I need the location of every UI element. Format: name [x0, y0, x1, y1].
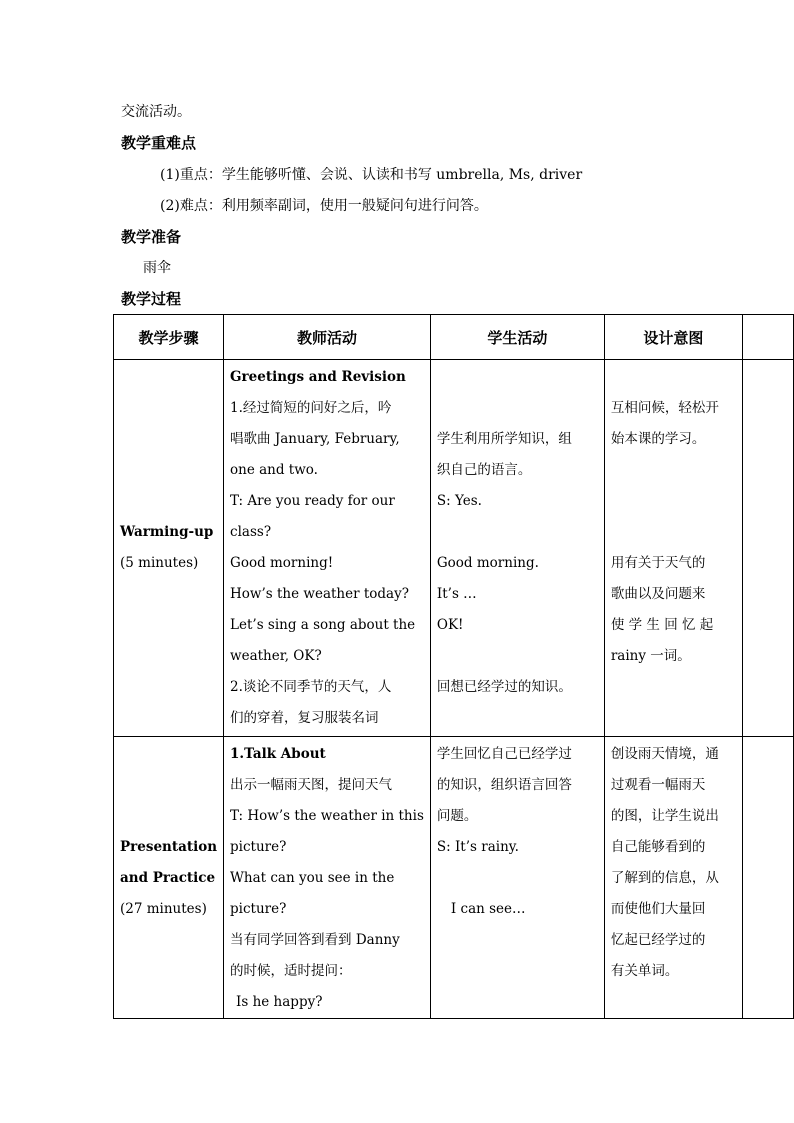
student-line: 问题。	[436, 808, 478, 824]
design-line: 了解到的信息，从	[610, 870, 719, 886]
teacher-line: picture?	[230, 839, 287, 855]
prep-item: 雨伞	[143, 260, 171, 276]
step-line	[120, 801, 217, 832]
student-line: S: Yes.	[436, 493, 482, 509]
design-line	[611, 455, 736, 486]
design-line: 创设雨天情境，通	[610, 746, 719, 762]
design-cell	[604, 360, 742, 737]
student-line: 织自己的语言。	[436, 462, 532, 478]
table-row-presentation	[114, 737, 794, 1019]
teacher-line: How’s the weather today?	[230, 586, 409, 602]
step-line	[120, 739, 217, 770]
design-line: 使 学 生 回 忆 起	[610, 617, 714, 633]
student-line: I can see…	[450, 901, 526, 917]
teacher-line: weather, OK?	[230, 648, 322, 664]
step-cell	[114, 737, 224, 1019]
teacher-line: 2.谈论不同季节的天气，人	[230, 679, 392, 695]
extra-cell	[742, 737, 793, 1019]
teacher-line: 唱歌曲 January, February,	[230, 431, 400, 447]
student-line: It’s …	[436, 586, 477, 602]
design-line: 自己能够看到的	[610, 839, 706, 855]
step-title: and Practice	[120, 870, 216, 886]
table-row-warming-up	[114, 360, 794, 737]
teacher-cell	[224, 360, 431, 737]
step-title: Presentation	[120, 839, 218, 855]
teacher-line: one and two.	[230, 462, 318, 478]
key-points-heading: 教学重难点	[121, 134, 197, 152]
process-heading: 教学过程	[121, 290, 182, 308]
student-line: 学生利用所学知识，组	[436, 431, 572, 447]
student-line: 回想已经学过的知识。	[436, 679, 572, 695]
design-line: 始本课的学习。	[610, 431, 706, 447]
teacher-line: 1.Talk About	[230, 746, 326, 762]
design-line	[611, 362, 736, 393]
header-step: 教学步骤	[114, 315, 224, 360]
design-line: 的图，让学生说出	[610, 808, 719, 824]
step-duration: (5 minutes)	[120, 555, 199, 571]
teacher-line: Greetings and Revision	[230, 369, 406, 385]
student-line: 学生回忆自己已经学过	[436, 746, 572, 762]
student-line	[437, 641, 598, 672]
teacher-line: Let’s sing a song about the	[230, 617, 416, 633]
header-extra	[742, 315, 793, 360]
design-line: 过观看一幅雨天	[610, 777, 706, 793]
step-line	[120, 486, 217, 517]
teacher-line: 出示一幅雨天图，提问天气	[230, 777, 393, 793]
design-line: 用有关于天气的	[610, 555, 706, 571]
teacher-line: class?	[230, 524, 272, 540]
key-point-1: (1)重点：学生能够听懂、会说、认读和书写 umbrella, Ms, driver	[160, 167, 583, 183]
header-design: 设计意图	[604, 315, 742, 360]
student-line: S: It’s rainy.	[436, 839, 519, 855]
student-cell	[430, 737, 604, 1019]
design-cell	[604, 737, 742, 1019]
teacher-line: 的时候，适时提问：	[230, 963, 352, 979]
step-line	[120, 362, 217, 393]
student-line	[437, 362, 598, 393]
teacher-line: What can you see in the	[230, 870, 395, 886]
student-line	[437, 863, 598, 894]
teacher-line: 1.经过简短的问好之后，吟	[230, 400, 392, 416]
teacher-line: T: Are you ready for our	[230, 493, 395, 509]
design-line	[611, 517, 736, 548]
student-line: OK!	[436, 617, 464, 633]
key-point-2: (2)难点：利用频率副词，使用一般疑问句进行问答。	[160, 198, 488, 214]
student-cell	[430, 360, 604, 737]
student-line	[437, 517, 598, 548]
extra-cell	[742, 360, 793, 737]
design-line: 歌曲以及问题来	[610, 586, 706, 602]
teacher-line: Good morning!	[230, 555, 334, 571]
design-line: 而使他们大量回	[610, 901, 706, 917]
teacher-cell	[224, 737, 431, 1019]
step-title: Warming-up	[120, 524, 214, 540]
teacher-line: Is he happy?	[236, 994, 323, 1010]
student-line	[437, 393, 598, 424]
teacher-line: 当有同学回答到看到 Danny	[230, 932, 400, 948]
table-header-row	[114, 315, 794, 360]
teacher-line: picture?	[230, 901, 287, 917]
lesson-process-table	[113, 314, 794, 1019]
design-line: 忆起已经学过的	[610, 932, 706, 948]
design-line: rainy 一词。	[610, 648, 691, 664]
teacher-line: 们的穿着，复习服装名词	[230, 710, 379, 726]
header-student: 学生活动	[430, 315, 604, 360]
design-line: 互相问候，轻松开	[610, 400, 719, 416]
student-line: 的知识，组织语言回答	[436, 777, 572, 793]
step-line	[120, 455, 217, 486]
step-line	[120, 424, 217, 455]
step-line	[120, 393, 217, 424]
prep-heading: 教学准备	[121, 228, 182, 246]
design-line	[611, 486, 736, 517]
step-cell	[114, 360, 224, 737]
design-line: 有关单词。	[610, 963, 679, 979]
step-line	[120, 770, 217, 801]
step-duration: (27 minutes)	[120, 901, 207, 917]
intro-tail-line: 交流活动。	[121, 104, 191, 120]
teacher-line: T: How’s the weather in this	[230, 808, 424, 824]
header-teacher: 教师活动	[224, 315, 431, 360]
student-line: Good morning.	[436, 555, 539, 571]
